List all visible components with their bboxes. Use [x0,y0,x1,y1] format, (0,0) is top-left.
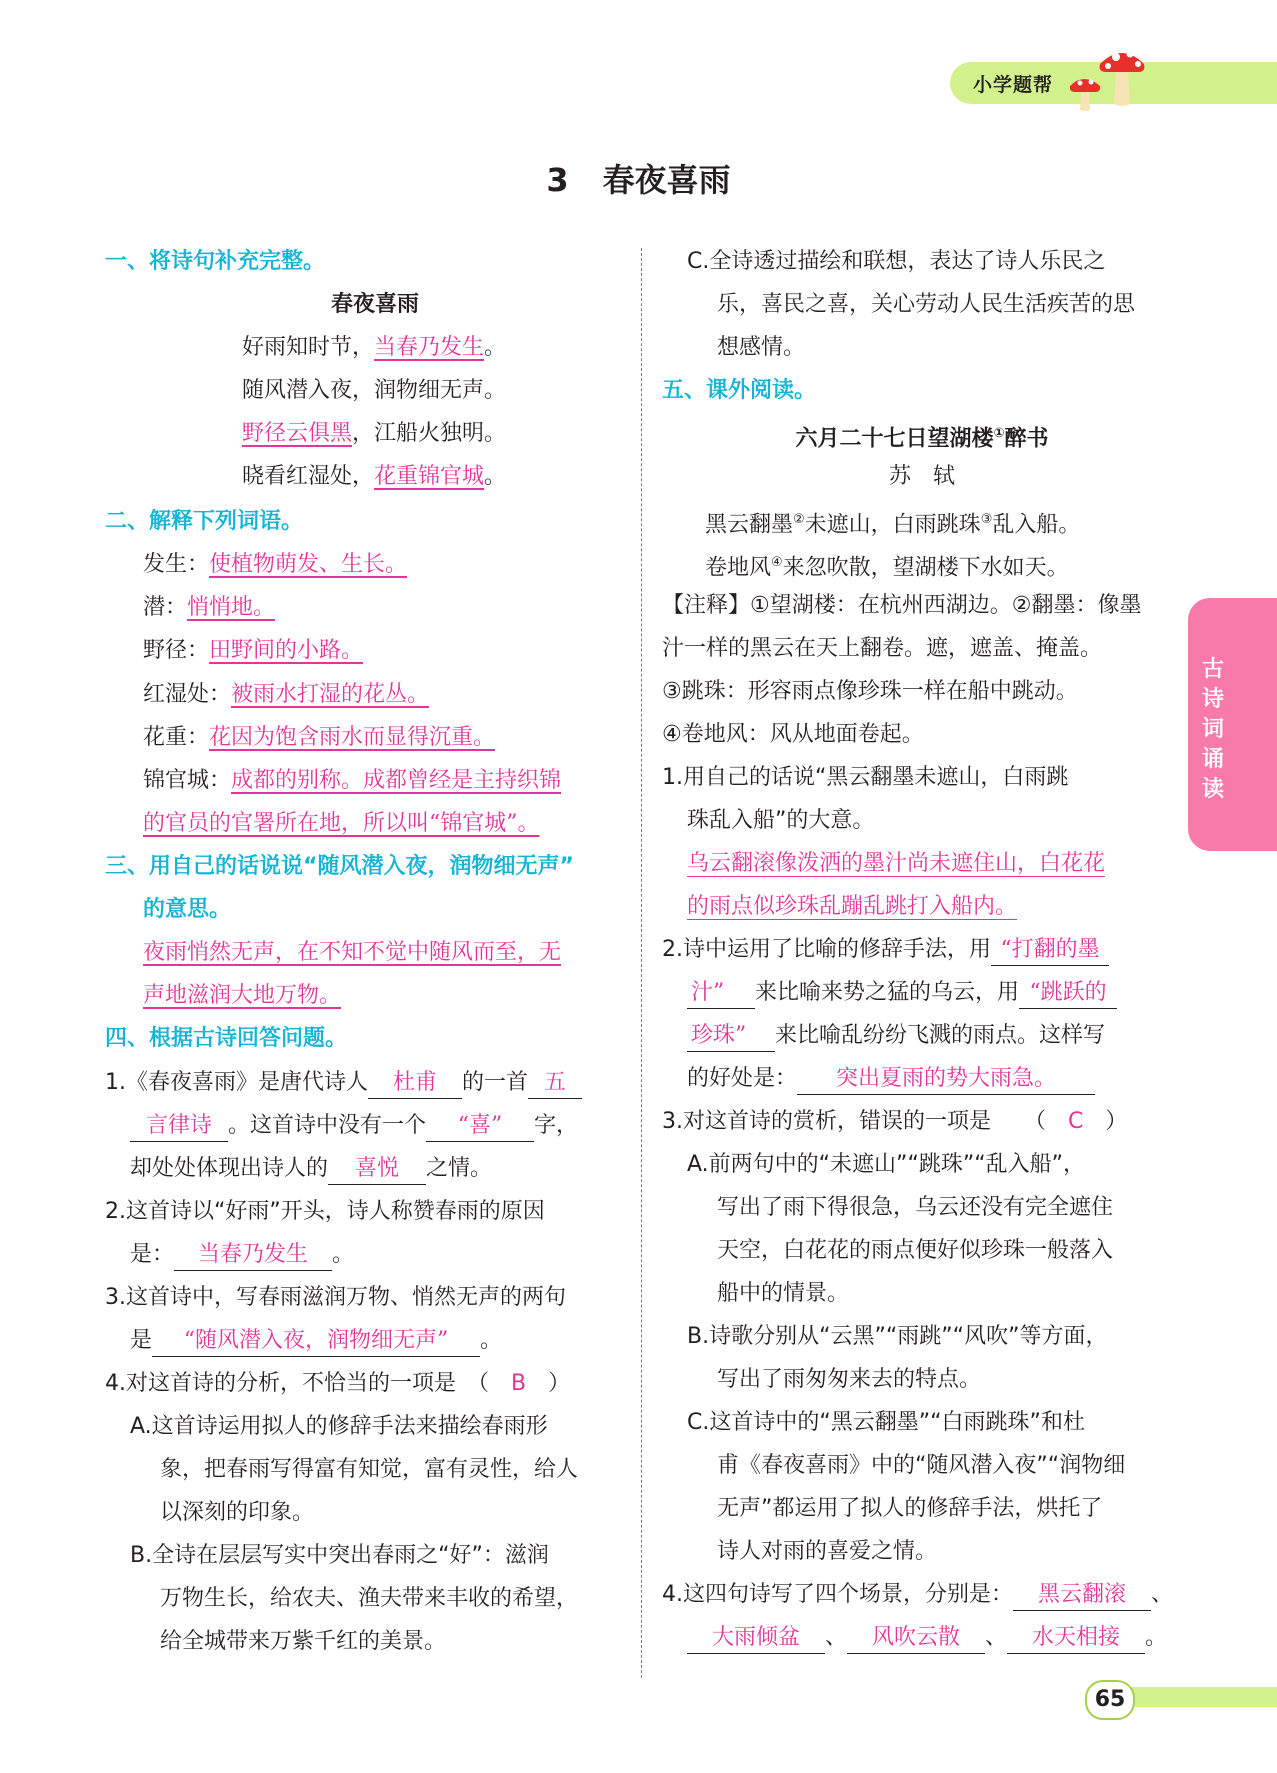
s5-optC-2: 甫《春夜喜雨》中的“随风潜入夜”“润物细 [717,1453,1126,1478]
poem-line-3: 野径云俱黑，江船火独明。 [242,421,507,446]
term-3: 野径：田野间的小路。 [143,638,364,663]
s4-optC-1: C.全诗透过描绘和联想，表达了诗人乐民之 [687,249,1106,274]
s5-optA-4: 船中的情景。 [717,1281,850,1306]
s5-optA-1: A.前两句中的“未遮山”“跳珠”“乱入船”， [687,1152,1086,1177]
s5-q1-answer-cont: 的雨点似珍珠乱蹦乱跳打入船内。 [687,894,1018,919]
s4-q2-line1: 2.这首诗以“好雨”开头，诗人称赞春雨的原因 [105,1199,545,1224]
section-5-heading: 五、课外阅读。 [662,378,817,403]
poem-line-2: 随风潜入夜，润物细无声。 [242,378,507,403]
column-divider [641,248,642,1678]
s5-optC-4: 诗人对雨的喜爱之情。 [717,1539,938,1564]
s5-optC-3: 无声”都运用了拟人的修辞手法，烘托了 [717,1496,1103,1521]
s4-optA-3: 以深刻的印象。 [160,1500,315,1525]
term-4: 红湿处：被雨水打湿的花丛。 [143,682,430,707]
poem-line-4: 晓看红湿处，花重锦官城。 [242,464,507,489]
s4-optB-3: 给全城带来万紫千红的美景。 [160,1629,447,1654]
term-5: 花重：花因为饱含雨水而显得沉重。 [143,725,496,750]
section-3-heading-cont: 的意思。 [143,897,232,922]
section-3-answer: 夜雨悄然无声，在不知不觉中随风而至，无 [143,940,562,965]
s5-q2-line4: 的好处是： 突出夏雨的势大雨急。 [687,1064,1095,1095]
term-1: 发生：使植物萌发、生长。 [143,552,408,577]
notes-1: 【注释】①望湖楼：在杭州西湖边。②翻墨：像墨 [662,593,1142,618]
notes-3: ③跳珠：形容雨点像珍珠一样在船中跳动。 [662,679,1078,704]
poem2-author: 苏 轼 [888,464,955,489]
term-2: 潜：悄悄地。 [143,595,276,620]
section-3-heading: 三、用自己的话说说“随风潜入夜，润物细无声” [105,854,574,879]
poem2-line-1: 黑云翻墨②未遮山，白雨跳珠③乱入船。 [705,512,1081,538]
footer-bar [1115,1687,1277,1707]
poem2-line-2: 卷地风④来忽吹散，望湖楼下水如天。 [705,555,1069,581]
notes-2: 汁一样的黑云在天上翻卷。遮，遮盖、掩盖。 [662,636,1103,661]
s5-q1-line1: 1.用自己的话说“黑云翻墨未遮山，白雨跳 [662,765,1069,790]
poem2-title: 六月二十七日望湖楼①醉书 [795,426,1049,452]
s4-optC-3: 想感情。 [717,335,806,360]
s5-optB-2: 写出了雨匆匆来去的特点。 [717,1367,982,1392]
s5-q2-line2: 汁” 来比喻来势之猛的乌云，用 “跳跃的 [687,978,1117,1009]
brand-label: 小学题帮 [973,74,1054,96]
s5-q2-line1: 2.诗中运用了比喻的修辞手法，用 “打翻的墨 [662,935,1109,966]
poem-line-1: 好雨知时节，当春乃发生。 [242,335,507,360]
s5-optA-2: 写出了雨下得很急，乌云还没有完全遮住 [717,1195,1114,1220]
s5-q1-answer: 乌云翻滚像泼洒的墨汁尚未遮住山，白花花 [687,851,1106,876]
notes-4: ④卷地风：风从地面卷起。 [662,722,924,747]
section-4-heading: 四、根据古诗回答问题。 [105,1026,348,1051]
page-title: 3 春夜喜雨 [546,161,731,199]
s4-q3-line1: 3.这首诗中，写春雨滋润万物、悄然无声的两句 [105,1285,566,1310]
s4-optB-2: 万物生长，给农夫、渔夫带来丰收的希望， [160,1586,579,1611]
s4-q1-line3: 却处处体现出诗人的 喜悦 之情。 [130,1154,492,1185]
s5-q2-line3: 珍珠” 来比喻乱纷纷飞溅的雨点。这样写 [687,1021,1105,1052]
section-1-heading: 一、将诗句补充完整。 [105,249,326,274]
s4-q1-line1: 1.《春夜喜雨》是唐代诗人 杜甫 的一首 五 [105,1068,582,1099]
section-3-answer-cont: 声地滋润大地万物。 [143,983,342,1008]
s4-q4: 4.对这首诗的分析，不恰当的一项是 （ B ） [105,1371,571,1396]
s4-q1-line2: 言律诗 。这首诗中没有一个 “喜” 字， [130,1111,578,1142]
mushroom-icon [1060,42,1160,122]
s4-optA-2: 象，把春雨写得富有知觉，富有灵性，给人 [160,1457,579,1482]
s5-optA-3: 天空，白花花的雨点便好似珍珠一般落入 [717,1238,1114,1263]
term-6-cont: 的官员的官署所在地，所以叫“锦官城”。 [143,811,540,836]
s5-q1-line2: 珠乱入船”的大意。 [687,808,875,833]
s5-optB-1: B.诗歌分别从“云黑”“雨跳”“风吹”等方面， [687,1324,1108,1349]
term-6: 锦官城：成都的别称。成都曾经是主持织锦 [143,768,562,793]
side-tab-label: 古诗词诵读 [1201,657,1224,802]
s4-q3-line2: 是 “随风潜入夜，润物细无声” 。 [130,1326,502,1357]
section-2-heading: 二、解释下列词语。 [105,509,304,534]
s4-optA-1: A.这首诗运用拟人的修辞手法来描绘春雨形 [130,1414,548,1439]
s4-q2-line2: 是： 当春乃发生 。 [130,1240,354,1271]
s5-q4-line1: 4.这四句诗写了四个场景，分别是： 黑云翻滚 、 [662,1580,1173,1611]
poem-title: 春夜喜雨 [330,292,419,317]
s5-q3: 3.对这首诗的赏析，错误的一项是 （ C ） [662,1109,1128,1134]
page-number: 65 [1085,1680,1135,1720]
s4-optC-2: 乐，喜民之喜，关心劳动人民生活疾苦的思 [717,292,1136,317]
s5-optC-1: C.这首诗中的“黑云翻墨”“白雨跳珠”和杜 [687,1410,1085,1435]
s5-q4-line2: 大雨倾盆 、 风吹云散 、 水天相接 。 [687,1623,1167,1654]
s4-optB-1: B.全诗在层层写实中突出春雨之“好”：滋润 [130,1543,549,1568]
